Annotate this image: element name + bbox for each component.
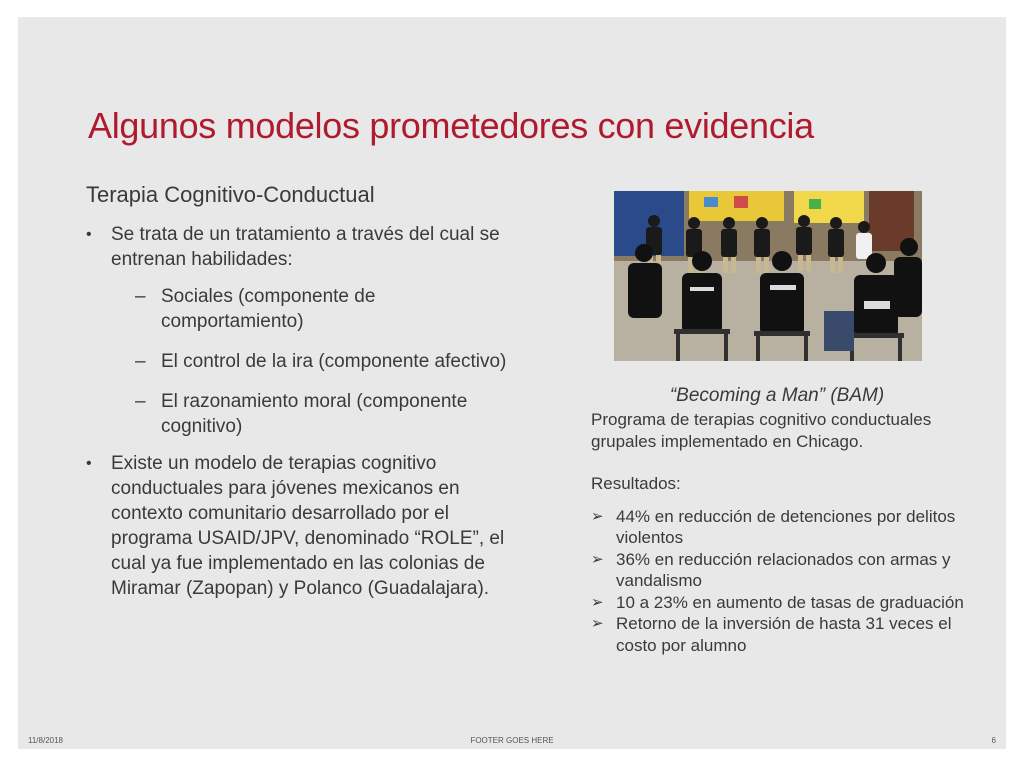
- arrow-bullet-icon: ➢: [591, 550, 604, 568]
- bullet-icon: •: [86, 455, 92, 472]
- result-text: 36% en reducción relacionados con armas y vandalismo: [616, 549, 951, 590]
- dash-icon: –: [135, 286, 146, 307]
- bullet-item: [86, 222, 516, 439]
- result-item: [591, 592, 976, 614]
- section-heading: Terapia Cognitivo-Conductual: [86, 182, 375, 207]
- sub-item: [111, 284, 516, 334]
- bullet-icon: •: [86, 226, 92, 243]
- result-text: Retorno de la inversión de hasta 31 veces el costo por alumno: [616, 614, 952, 655]
- result-item: [591, 549, 976, 592]
- sub-item: [111, 389, 516, 439]
- arrow-bullet-icon: ➢: [591, 615, 604, 632]
- photo-caption-title: “Becoming a Man” (BAM): [669, 385, 885, 406]
- sub-item-text: Sociales (componente de comportamiento): [161, 286, 376, 332]
- dash-icon: –: [135, 351, 146, 372]
- page-number: 6: [991, 736, 996, 745]
- result-text: 44% en reducción de detenciones por delitos violentos: [616, 506, 956, 547]
- dash-icon: –: [135, 391, 146, 412]
- group-therapy-photo: [614, 191, 922, 361]
- bullet-text: Existe un modelo de terapias cognitivo conductuales para jóvenes mexicanos en contexto comunitario desarrollado por el programa USAID/JPV, denominado “ROLE”, el cual ya fue implementado en las colonias de Miramar (Zapopan) y Polanco (Guadalajara).: [111, 453, 505, 599]
- right-column: [591, 409, 976, 656]
- sub-item: [111, 349, 516, 374]
- bullet-item: [86, 451, 516, 601]
- program-description: Programa de terapias cognitivo conductuales grupales implementado en Chicago.: [591, 410, 932, 451]
- footer-date: 11/8/2018: [28, 736, 63, 745]
- footer-text: FOOTER GOES HERE: [470, 736, 554, 745]
- results-list: [591, 506, 976, 657]
- bullet-list: [86, 222, 516, 601]
- result-item: [591, 506, 976, 549]
- photo-illustration: [614, 191, 922, 361]
- sub-item-text: El razonamiento moral (componente cognitivo): [161, 391, 468, 437]
- result-text: 10 a 23% en aumento de tasas de graduación: [616, 592, 964, 612]
- results-label: Resultados:: [591, 474, 681, 493]
- arrow-bullet-icon: ➢: [591, 593, 604, 611]
- left-column: [86, 182, 516, 613]
- sub-list: [111, 284, 516, 439]
- slide: [18, 17, 1006, 749]
- arrow-bullet-icon: ➢: [591, 507, 604, 525]
- slide-title: Algunos modelos prometedores con evidencia: [88, 105, 814, 146]
- result-item: [591, 613, 976, 656]
- sub-item-text: El control de la ira (componente afectivo): [161, 351, 507, 372]
- bullet-text: Se trata de un tratamiento a través del cual se entrenan habilidades:: [111, 224, 500, 270]
